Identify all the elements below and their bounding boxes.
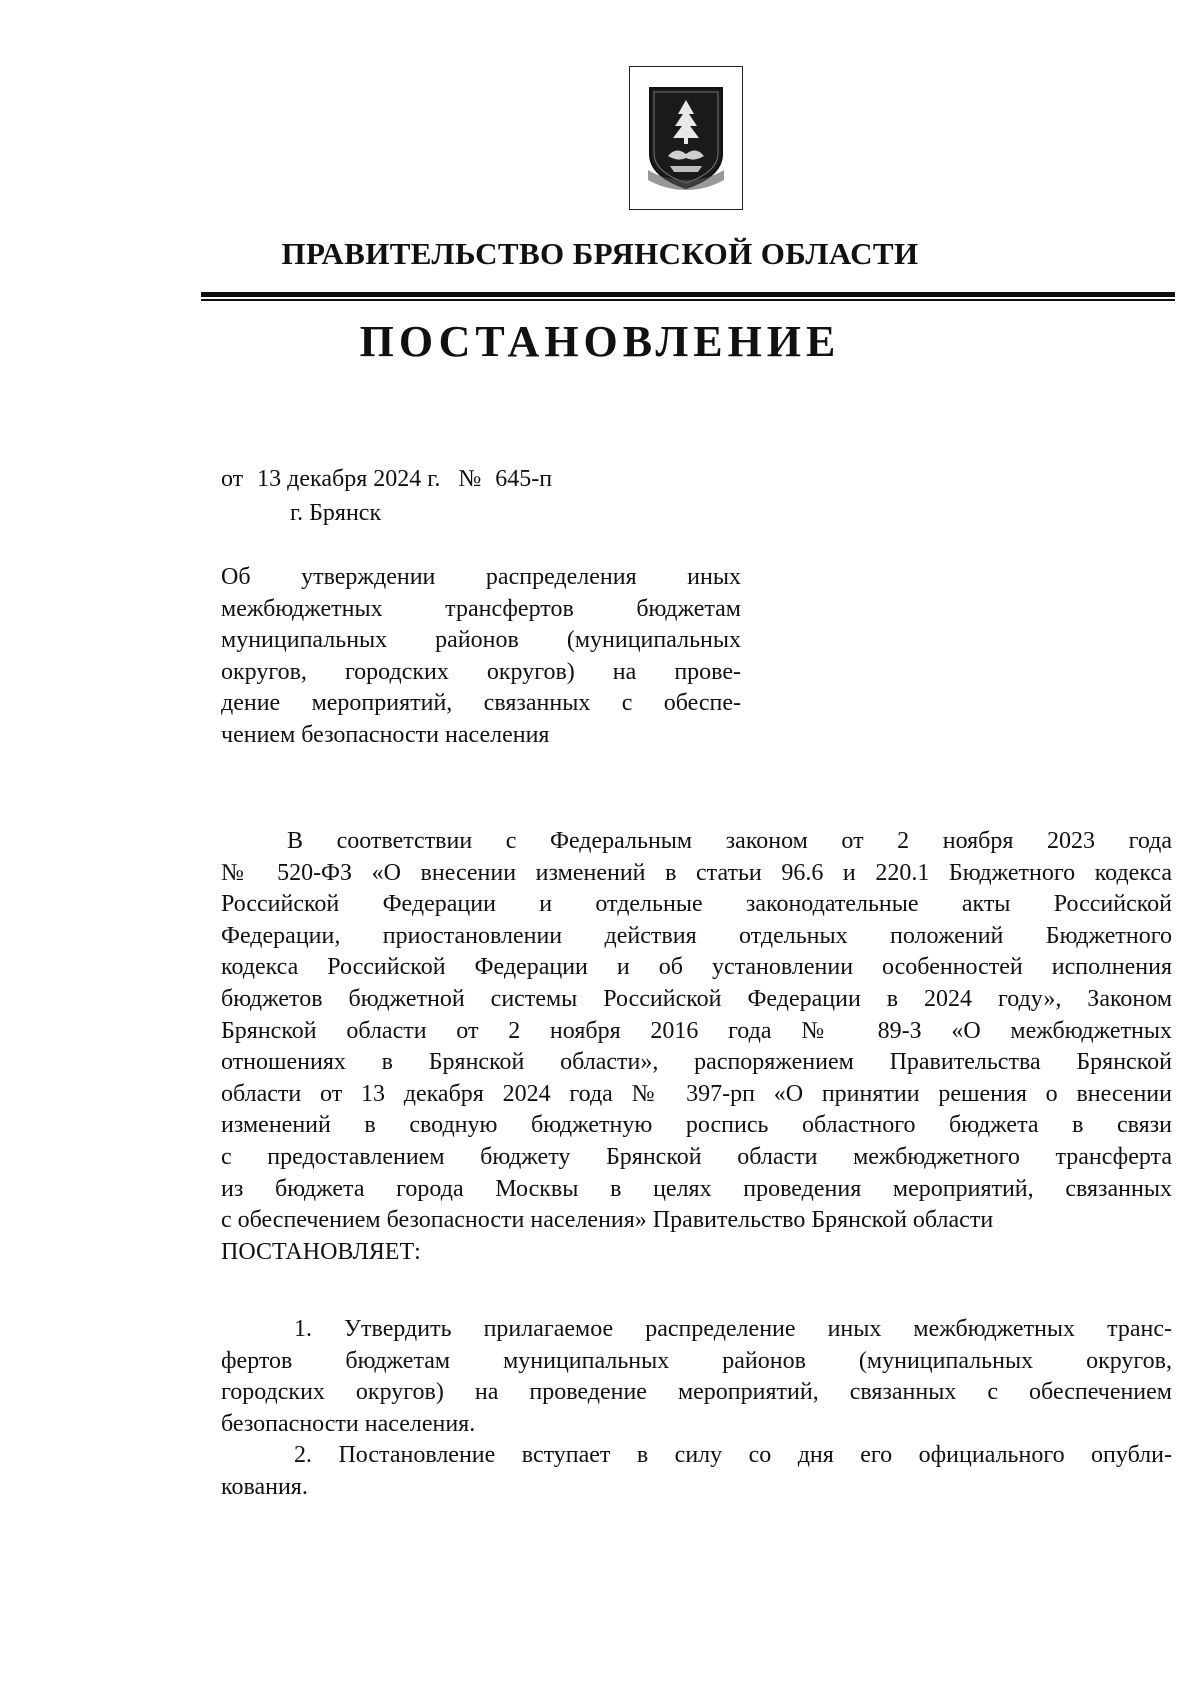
item-1-line: безопасности населения. — [221, 1410, 476, 1437]
preamble-line: Брянской области от 2 ноября 2016 года № 89-З «О межбюджетных — [221, 1017, 1172, 1044]
header-divider-thick — [201, 292, 1175, 297]
preamble-line: Российской Федерации и отдельные законодательные акты Российской — [221, 891, 1172, 918]
date-prefix: от — [221, 466, 244, 492]
organization-title: ПРАВИТЕЛЬСТВО БРЯНСКОЙ ОБЛАСТИ — [281, 236, 919, 271]
preamble-line: В соответствии с Федеральным законом от 2 ноября 2023 года — [287, 828, 1172, 854]
coat-of-arms-icon — [644, 84, 728, 192]
preamble-paragraph — [221, 826, 1172, 1268]
subject-line: округов, городских округов) на прове- — [221, 658, 741, 685]
document-subject — [221, 562, 741, 751]
preamble-line: бюджетов бюджетной системы Российской Федерации в 2024 году», Законом — [221, 985, 1172, 1012]
header-divider-thin — [201, 299, 1175, 301]
preamble-line: с предоставлением бюджету Брянской области межбюджетного трансферта — [221, 1143, 1172, 1170]
preamble-line: № 520-ФЗ «О внесении изменений в статьи 96.6 и 220.1 Бюджетного кодекса — [221, 859, 1172, 886]
document-type-title: ПОСТАНОВЛЕНИЕ — [359, 317, 841, 366]
decree-keyword: ПОСТАНОВЛЯЕТ: — [221, 1238, 421, 1265]
document-number: 645-п — [495, 466, 553, 492]
preamble-line: из бюджета города Москвы в целях проведения мероприятий, связанных — [221, 1175, 1172, 1202]
subject-line: дение мероприятий, связанных с обеспе- — [221, 690, 741, 716]
document-date: 13 декабря 2024 г. — [257, 466, 441, 492]
subject-line: чением безопасности населения — [221, 721, 550, 748]
subject-line: Об утверждении распределения иных — [221, 564, 741, 590]
preamble-line: области от 13 декабря 2024 года № 397-рп «О принятии решения о внесении — [221, 1080, 1172, 1107]
preamble-line: отношениях в Брянской области», распоряжением Правительства Брянской — [221, 1049, 1172, 1076]
document-place: г. Брянск — [290, 500, 382, 526]
preamble-line: Федерации, приостановлении действия отдельных положений Бюджетного — [221, 922, 1172, 949]
preamble-line: с обеспечением безопасности населения» Правительство Брянской области — [221, 1207, 994, 1234]
item-1-line: городских округов) на проведение мероприятий, связанных с обеспечением — [221, 1379, 1172, 1406]
item-2-line: 2. Постановление вступает в силу со дня его официального опубли- — [294, 1442, 1172, 1469]
item-2-line: кования. — [221, 1473, 308, 1500]
item-1-line: 1. Утвердить прилагаемое распределение иных межбюджетных транс- — [294, 1316, 1172, 1342]
preamble-line: кодекса Российской Федерации и об установлении особенностей исполнения — [221, 954, 1172, 981]
preamble-line: изменений в сводную бюджетную роспись областного бюджета в связи — [221, 1112, 1172, 1139]
decree-items — [221, 1314, 1172, 1504]
coat-of-arms-frame — [629, 66, 743, 210]
subject-line: межбюджетных трансфертов бюджетам — [221, 595, 741, 622]
number-sign: № — [458, 466, 482, 492]
document-date-number — [221, 466, 552, 493]
subject-line: муниципальных районов (муниципальных — [221, 627, 741, 653]
item-1-line: фертов бюджетам муниципальных районов (муниципальных округов, — [221, 1347, 1172, 1374]
